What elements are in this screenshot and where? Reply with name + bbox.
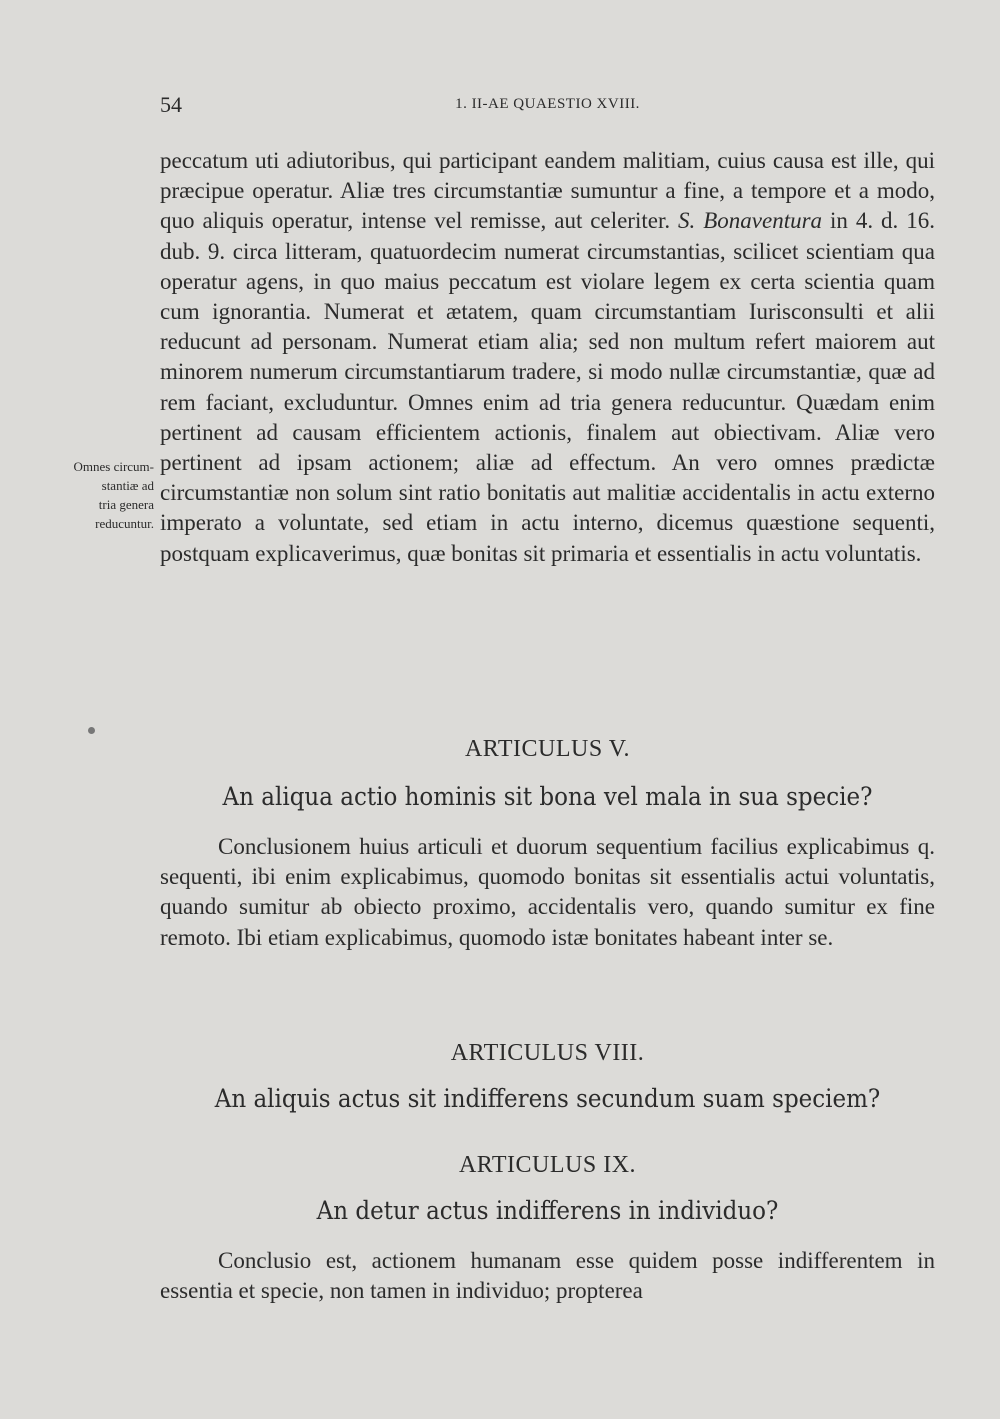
author-abbrev: S. [678, 208, 696, 234]
section1-paragraph [160, 146, 935, 569]
section1-text [160, 146, 935, 569]
section1-text-part2: in 4. d. 16. dub. 9. circa litteram, quatuordecim numerat circumstantias, scilicet scientiam qua operatur agens, in quo maius peccatum est violare legem ex certa scientia quam cum ignorantia. Numerat et ætatem, quam circumstantiam Iurisconsulti et alii reducunt ad personam. Numerat etiam alia; sed non multum refert maiorem aut minorem numerum circumstantiarum tradere, si modo nullæ circumstantiæ, quæ ad rem faciant, excluduntur. Omnes enim ad tria genera reducuntur. Quædam enim pertinent ad causam efficientem actionis, finalem aut obiectivam. Aliæ vero pertinent ad ipsam actionem; aliæ ad effectum. An vero omnes prædictæ circumstantiæ non solum sint ratio bonitatis aut malitiæ accidentalis in actu externo imperato a voluntate, sed etiam in actu interno, dicemus quæstione sequenti, postquam explicaverimus, quæ bonitas sit primaria et essentialis in actu voluntatis. [160, 208, 936, 566]
article8-question: An aliquis actus sit indifferens secundum suam speciem? [214, 1084, 881, 1113]
article9-heading: ARTICULUS IX. [458, 1152, 637, 1178]
margin-note-line: Omnes circum- [73, 459, 154, 474]
ink-spot [88, 727, 95, 734]
running-head: 1. II-AE QUAESTIO XVIII. [455, 96, 640, 112]
margin-note-line: stantiæ ad [101, 478, 154, 493]
article5-body: Conclusionem huius articuli et duorum sequentium facilius explicabimus q. sequenti, ibi enim explicabimus, quomodo bonitas sit essentialis actui voluntatis, quando sumitur ab obiecto proximo, accidentalis vero, quando sumitur ex fine remoto. Ibi etiam explicabimus, quomodo istæ bonitates habeant inter se. [160, 834, 935, 950]
page-number: 54 [160, 92, 182, 117]
page-header [160, 92, 935, 122]
margin-note-line: tria genera [98, 497, 154, 512]
article9-text [160, 1246, 935, 1306]
article8-heading: ARTICULUS VIII. [450, 1040, 645, 1066]
author-name: Bonaventura [703, 208, 823, 234]
article5-question: An aliqua actio hominis sit bona vel mala in sua specie? [222, 782, 873, 811]
article9-body: Conclusio est, actionem humanam esse quidem posse indifferentem in essentia et specie, non tamen in individuo; propterea [160, 1248, 935, 1304]
margin-note [38, 457, 154, 533]
article5-heading: ARTICULUS V. [464, 736, 631, 762]
article9-question: An detur actus indifferens in individuo? [316, 1196, 779, 1225]
article5-text [160, 832, 935, 953]
section1-text-part1: peccatum uti adiutoribus, qui participant eandem malitiam, cuius causa est ille, qui præcipue operatur. Aliæ tres circumstantiæ sumuntur a fine, a tempore et a modo, quo aliquis operatur, intense vel remisse, aut celeriter. [160, 148, 935, 234]
margin-note-line: reducuntur. [95, 516, 154, 531]
